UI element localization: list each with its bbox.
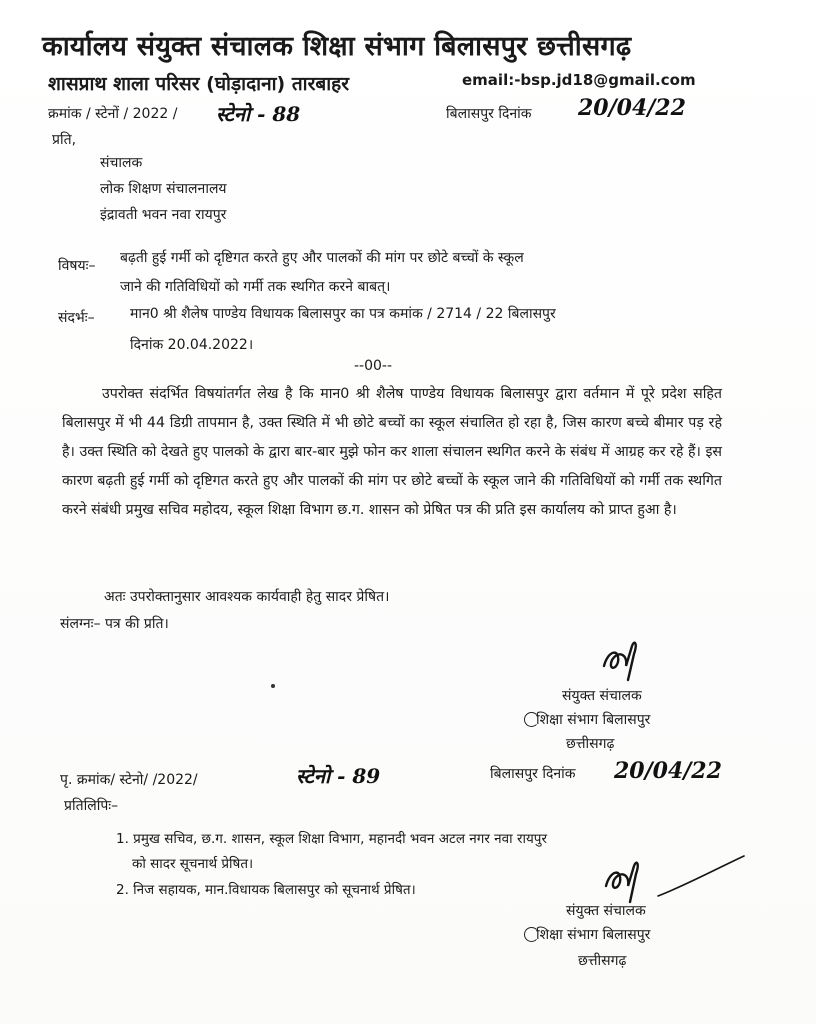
enclosure-line: संलग्नः– पत्र की प्रति। <box>60 616 169 632</box>
copy-date-handwritten: 20/04/22 <box>614 758 722 784</box>
recipient-line-1: संचालक <box>100 155 143 171</box>
copy-date-label: बिलासपुर दिनांक <box>490 766 576 782</box>
signature-2-office: शिक्षा संभाग बिलासपुर <box>536 927 651 943</box>
copy-item-1-line-1: 1. प्रमुख सचिव, छ.ग. शासन, स्कूल शिक्षा विभाग, महानदी भवन अटल नगर नवा रायपुर <box>116 831 547 847</box>
letter-number-handwritten: स्टेनो - 88 <box>216 102 301 126</box>
body-paragraph: उपरोक्त संदर्भित विषयांतर्गत लेख है कि मान0 श्री शैलेष पाण्डेय विधायक बिलासपुर द्वारा वर्तमान में पूरे प्रदेश सहित बिलासपुर में भी 44 डिग्री तापमान है, उक्त स्थिति में भी छोटे बच्चों का स्कूल संचालित हो रहा है, जिस कारण बच्चे बीमार पड़ रहे है। उक्त स्थिति को देखते हुए पालको के द्वारा बार-बार मुझे फोन कर शाला संचालन स्थगित करने के संबंध में आग्रह कर रहे हैं। इस कारण बढ़ती हुई गर्मी को दृष्टिगत करते हुए और पालकों की मांग पर छोटे बच्चों के स्कूल जाने की गतिविधियों को गर्मी तक स्थगित करने संबंधी प्रमुख सचिव महोदय, स्कूल शिक्षा विभाग छ.ग. शासन को प्रेषित पत्र की प्रति इस कार्यालय को प्राप्त हुआ है। <box>62 386 722 518</box>
recipient-line-3: इंद्रावती भवन नवा रायपुर <box>100 207 227 223</box>
subject-line-2: जाने की गतिविधियों को गर्मी तक स्थगित करने बाबत्। <box>120 279 391 295</box>
scan-speck <box>271 684 275 688</box>
signature-1-mark <box>598 636 662 686</box>
copy-number-label: पृ. क्रमांक/ स्टेनो/ /2022/ <box>60 772 198 788</box>
letter-date-handwritten: 20/04/22 <box>578 95 686 121</box>
to-label: प्रति, <box>52 132 77 148</box>
office-email: email:-bsp.jd18@gmail.com <box>462 71 696 89</box>
letter-date-label: बिलासपुर दिनांक <box>446 106 532 122</box>
signature-2-state: छत्तीसगढ़ <box>578 953 627 969</box>
signature-2-designation: संयुक्त संचालक <box>566 903 646 919</box>
signature-2-mark <box>598 852 750 908</box>
office-title: कार्यालय संयुक्त संचालक शिक्षा संभाग बिलासपुर छत्तीसगढ़ <box>42 31 632 62</box>
subject-line-1: बढ़ती हुई गर्मी को दृष्टिगत करते हुए और पालकों की मांग पर छोटे बच्चों के स्कूल <box>120 250 524 266</box>
office-address: शासप्राथ शाला परिसर (घोड़ादाना) तारबाहर <box>48 73 349 95</box>
signature-1-designation: संयुक्त संचालक <box>562 688 642 704</box>
copy-item-2: 2. निज सहायक, मान.विधायक बिलासपुर को सूचनार्थ प्रेषित। <box>116 882 416 898</box>
copies-label: प्रतिलिपिः– <box>64 798 119 814</box>
subject-label: विषयः– <box>58 258 96 274</box>
reference-line-2: दिनांक 20.04.2022। <box>130 337 254 353</box>
signature-1-office: शिक्षा संभाग बिलासपुर <box>536 712 651 728</box>
recipient-line-2: लोक शिक्षण संचालनालय <box>100 181 227 197</box>
copy-item-1-line-2: को सादर सूचनार्थ प्रेषित। <box>132 856 254 872</box>
reference-line-1: मान0 श्री शैलेष पाण्डेय विधायक बिलासपुर का पत्र कमांक / 2714 / 22 बिलासपुर <box>130 306 556 322</box>
signature-1-state: छत्तीसगढ़ <box>566 736 615 752</box>
separator: --00-- <box>354 358 393 374</box>
letter-number-label: क्रमांक / स्टेनों / 2022 / <box>48 106 178 122</box>
closing-line: अतः उपरोक्तानुसार आवश्यक कार्यवाही हेतु सादर प्रेषित। <box>104 589 390 605</box>
copy-number-handwritten: स्टेनो - 89 <box>296 764 381 788</box>
reference-label: संदर्भः– <box>58 310 95 326</box>
